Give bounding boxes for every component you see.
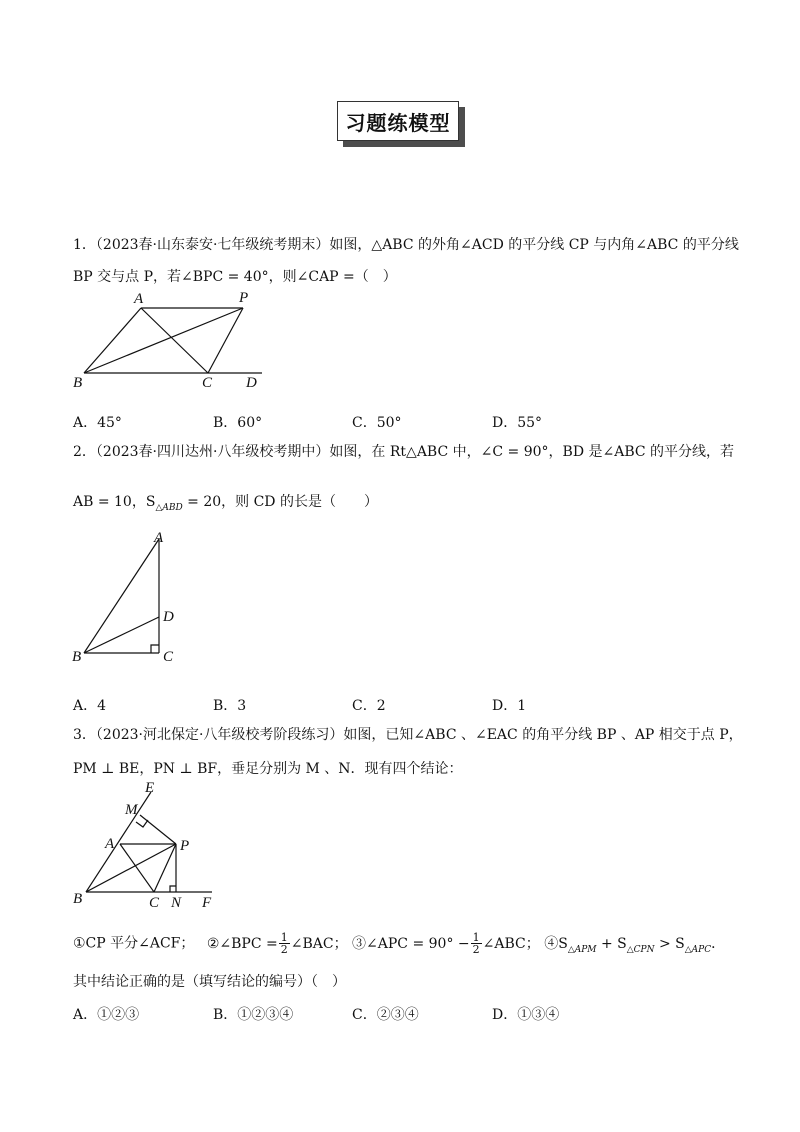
q3-option-a[interactable]: A．①②③ (73, 1007, 140, 1023)
q3-conclusions (73, 932, 725, 959)
q3-right-angle-mark-n (170, 886, 176, 892)
q3-c3-fraction (471, 932, 482, 955)
q2-label-a: A (154, 530, 164, 546)
q3-c2-fraction (279, 932, 290, 955)
q3-line-bp (86, 844, 176, 892)
q1-label-a: A (134, 291, 144, 307)
q1-stem-line1: 1．（2023春·山东泰安·七年级统考期末）如图，△ABC 的外角∠ACD 的平分线 CP 与内角∠ABC 的平分线 (73, 237, 739, 253)
q3-option-d[interactable]: D．①③④ (492, 1007, 560, 1023)
q3-line-be (86, 792, 151, 892)
q2-label-c: C (163, 649, 174, 665)
q3-c3-numerator: 1 (472, 931, 480, 944)
q3-label-b: B (73, 891, 83, 907)
q3-label-e: E (145, 780, 155, 796)
q2-option-b[interactable]: B．3 (213, 698, 247, 714)
q3-c4-gt: > S (654, 935, 685, 952)
q3-c4-plus: + S (596, 935, 627, 952)
q2-stem-line1: 2．（2023春·四川达州·八年级校考期中）如图，在 Rt△ABC 中，∠C = 90°，BD 是∠ABC 的平分线，若 (73, 444, 735, 460)
q3-conclusion-3 (352, 931, 544, 956)
section-title: 习题练模型 (337, 101, 459, 141)
q2-area-subscript: △ABD (155, 503, 183, 513)
q3-conclusion-2 (206, 931, 352, 956)
q3-line-cp (154, 844, 176, 892)
q3-c2-post: ∠BAC； (290, 935, 348, 952)
q1-option-d[interactable]: D．55° (492, 415, 543, 431)
q1-option-a[interactable]: A．45° (73, 415, 122, 431)
q3-conclusion-1: ①CP 平分∠ACF； (73, 935, 195, 952)
q3-c4-pre: ④ (544, 935, 559, 952)
q3-c2-pre: ②∠BPC = (206, 935, 278, 952)
q1-label-p: P (239, 290, 249, 306)
q2-label-d: D (163, 609, 174, 625)
q3-right-angle-mark-m (136, 820, 148, 827)
q3-stem-line2: PM ⊥ BE，PN ⊥ BF，垂足分别为 M 、N．现有四个结论： (73, 761, 463, 777)
q2-label-b: B (72, 649, 82, 665)
q3-stem-line4: 其中结论正确的是（填写结论的编号）（ ） (73, 974, 346, 990)
q2-option-d[interactable]: D．1 (492, 698, 527, 714)
q2-stem-line2-post: = 20，则 CD 的长是（ ） (182, 494, 378, 510)
q3-label-c: C (149, 895, 160, 911)
q3-c4-sub2: △CPN (626, 944, 655, 955)
q1-option-c[interactable]: C．50° (352, 415, 402, 431)
q3-option-b[interactable]: B．①②③④ (213, 1007, 294, 1023)
q2-option-c[interactable]: C．2 (352, 698, 386, 714)
q1-label-c: C (202, 375, 213, 391)
q2-stem-line2-pre: AB = 10，S (73, 494, 156, 510)
q3-c4-sub3: △APC (684, 944, 712, 955)
q3-c4-end: ． (711, 935, 726, 952)
q1-option-b[interactable]: B．60° (213, 415, 263, 431)
q3-label-m: M (125, 802, 138, 818)
q3-option-c[interactable]: C．②③④ (352, 1007, 419, 1023)
q3-c2-numerator: 1 (280, 931, 288, 944)
q3-label-n: N (171, 895, 182, 911)
q3-c2-denominator: 2 (280, 943, 288, 956)
q3-c3-pre: ③∠APC = 90° − (352, 935, 470, 952)
q3-line-pm (140, 815, 176, 844)
q1-label-b: B (73, 375, 83, 391)
q3-label-a: A (105, 836, 115, 852)
q3-conclusion-4 (544, 935, 726, 955)
q3-c3-post: ∠ABC； (482, 935, 540, 952)
q3-stem-line1: 3．（2023·河北保定·八年级校考阶段练习）如图，已知∠ABC 、∠EAC 的角平分线 BP 、AP 相交于点 P， (73, 727, 743, 743)
q1-label-d: D (246, 375, 257, 391)
q3-c3-denominator: 2 (472, 943, 480, 956)
q3-c4-sub1: △APM (567, 944, 597, 955)
q2-option-a[interactable]: A．4 (73, 698, 107, 714)
q3-line-ac (120, 844, 154, 892)
q3-label-f: F (202, 895, 212, 911)
q3-label-p: P (180, 838, 190, 854)
q1-stem-line2: BP 交与点 P，若∠BPC = 40°，则∠CAP =（ ） (73, 269, 397, 285)
q3-c4-s1: S (558, 935, 568, 952)
